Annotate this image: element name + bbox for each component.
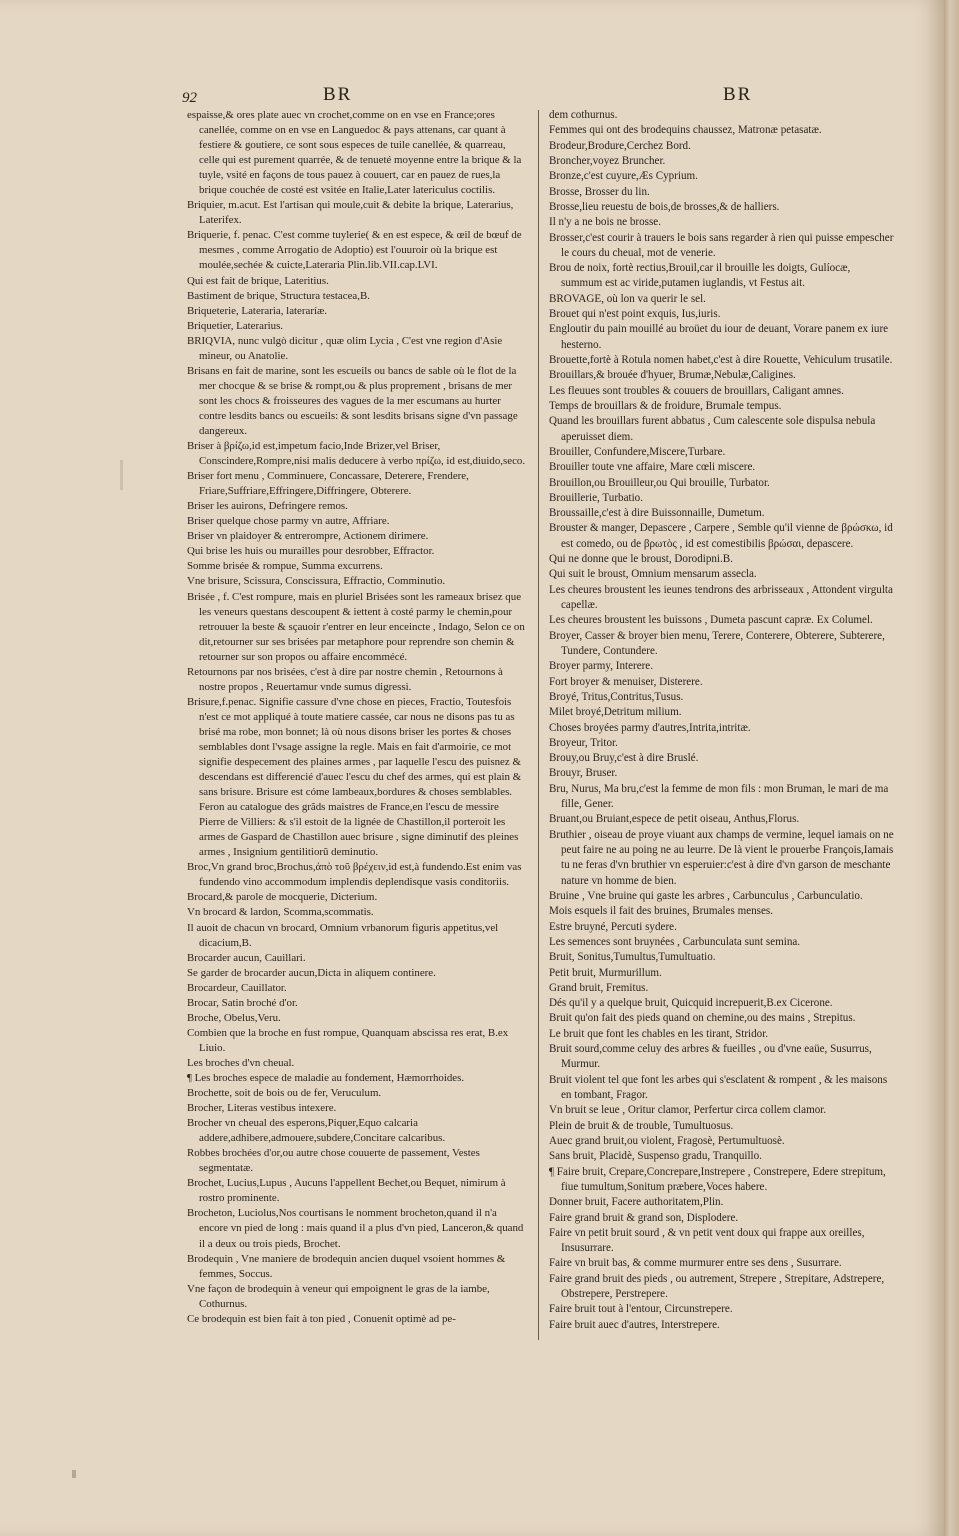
dictionary-entry: Brochette, soit de bois ou de fer, Veruculum. [187, 1087, 382, 1100]
page-edge [944, 0, 959, 1536]
column-divider [538, 110, 539, 1340]
dictionary-entry: Quand les brouillars furent abbatus , Cum calescente sole dispulsa nebula aperuisset diem. [549, 415, 876, 443]
dictionary-entry: Les cheures broustent les buissons , Dumeta pascunt capræ. Ex Columel. [549, 614, 873, 627]
dictionary-entry: BRIQVIA, nunc vulgò dicitur , quæ olim Lycia , C'est vne region d'Asie mineur, ou Anatolie. [187, 334, 503, 362]
dictionary-entry: Broyé, Tritus,Contritus,Tusus. [549, 690, 684, 703]
dictionary-entry: Briquier, m.acut. Est l'artisan qui moule,cuit & debite la brique, Laterarius, Laterifex. [187, 199, 514, 227]
left-column [187, 108, 527, 1338]
dictionary-entry: Engloutir du pain mouillé au broüet du iour de deuant, Vorare panem ex iure hesterno. [549, 323, 889, 351]
dictionary-entry: Broncher,voyez Bruncher. [549, 154, 666, 167]
dictionary-entry: Qui ne donne que le broust, Dorodipni.B. [549, 553, 733, 566]
dictionary-entry: Plein de bruit & de trouble, Tumultuosus. [549, 1119, 734, 1132]
dictionary-entry: dem cothurnus. [549, 109, 618, 121]
right-column [549, 108, 894, 1338]
dictionary-entry: Broyeur, Tritor. [549, 736, 618, 749]
dictionary-entry: Les fleuues sont troubles & couuers de brouillars, Caligant amnes. [549, 384, 844, 397]
dictionary-entry: Bruit qu'on fait des pieds quand on chemine,ou des mains , Strepitus. [549, 1012, 856, 1025]
dictionary-entry: Brouillars,& brouée d'hyuer, Brumæ,Nebulæ,Caligines. [549, 369, 796, 382]
dictionary-entry: Brouiller toute vne affaire, Mare cœli miscere. [549, 461, 756, 474]
dictionary-entry: Briser quelque chose parmy vn autre, Affriare. [187, 515, 390, 528]
dictionary-entry: Bruit, Sonitus,Tumultus,Tumultuatio. [549, 951, 716, 964]
dictionary-entry: Faire bruit tout à l'entour, Circunstrepere. [549, 1303, 733, 1316]
dictionary-entry: Brocard,& parole de mocquerie, Dicterium. [187, 891, 378, 904]
paper-mark [72, 1470, 76, 1478]
dictionary-entry: Estre bruyné, Percuti sydere. [549, 920, 677, 933]
page-number: 92 [182, 90, 197, 106]
dictionary-entry: Brosse, Brosser du lin. [549, 185, 650, 198]
dictionary-entry: Fort broyer & menuiser, Disterere. [549, 675, 703, 688]
dictionary-entry: Brocher vn cheual des esperons,Piquer,Equo calcaria addere,adhibere,admouere,subdere,Concitare calcaribus. [187, 1117, 446, 1145]
dictionary-entry: Brouette,fortè à Rotula nomen habet,c'est à dire Rouette, Vehiculum trusatile. [549, 354, 893, 366]
dictionary-entry: Bruit sourd,comme celuy des arbres & fueilles , ou d'vne eaüe, Susurrus, Murmur. [549, 1043, 872, 1071]
dictionary-entry: Grand bruit, Fremitus. [549, 981, 649, 994]
dictionary-entry: Broc,Vn grand broc,Brochus,ἀπὸ τοῦ βρέχειν,id est,à fundendo.Est enim vas fundendo vino accommodum implendis deplendisque vasis conditoriis. [187, 861, 522, 889]
dictionary-entry: Briquetier, Laterarius. [187, 319, 284, 332]
dictionary-entry: Brocarder aucun, Cauillari. [187, 951, 306, 964]
dictionary-entry: Faire grand bruit & grand son, Displodere. [549, 1211, 739, 1224]
dictionary-entry: Faire bruit auec d'autres, Interstrepere. [549, 1318, 720, 1331]
dictionary-entry: Vn brocard & lardon, Scomma,scommatis. [187, 906, 374, 919]
dictionary-entry: Mois esquels il fait des bruines, Brumales menses. [549, 905, 773, 918]
dictionary-entry: Ce brodequin est bien fait à ton pied , Conuenit optimè ad pe- [187, 1312, 456, 1325]
dictionary-entry: Somme brisée & rompue, Summa excurrens. [187, 560, 383, 573]
dictionary-entry: Faire vn bruit bas, & comme murmurer entre ses dens , Susurrare. [549, 1257, 842, 1270]
dictionary-entry: Broussaille,c'est à dire Buissonnaille, Dumetum. [549, 507, 765, 520]
dictionary-entry: Brouy,ou Bruy,c'est à dire Bruslé. [549, 752, 699, 765]
dictionary-entry: Qui est fait de brique, Lateritius. [187, 274, 329, 287]
dictionary-entry: Brisans en fait de marine, sont les escueils ou bancs de sable où le flot de la mer chocque & se brise & rompt,ou & plus proprement , brisans de mer sont les chocs & froisseures des vagues de la mer escumans au hurter contre lesdits bancs ou escueils: & sont lesdits brisans signe d'vn passage dangereux. [187, 364, 518, 437]
dictionary-entry: Qui brise les huis ou murailles pour desrobber, Effractor. [187, 545, 435, 558]
dictionary-entry: Brocardeur, Cauillator. [187, 981, 287, 994]
dictionary-entry: ¶ Faire bruit, Crepare,Concrepare,Instrepere , Constrepere, Edere strepitum, fiue tumultum,Sonitum præbere,Voces habere. [549, 1165, 886, 1193]
dictionary-entry: Broyer, Casser & broyer bien menu, Terere, Conterere, Obterere, Subterere, Tundere, Contundere. [549, 629, 885, 657]
dictionary-entry: Dés qu'il y a quelque bruit, Quicquid increpuerit,B.ex Cicerone. [549, 997, 833, 1010]
dictionary-entry: Bruthier , oiseau de proye viuant aux champs de vermine, lequel iamais on ne peut faire ne au poing ne au leurre. De là vient le prouerbe François,Iamais tu ne feras d'vn bruthier vn esperuier:c'est à dire d'vn garson de meschante nature vn homme de bien. [549, 828, 894, 887]
dictionary-entry: Brisure,f.penac. Signifie cassure d'vne chose en pieces, Fractio, Toutesfois n'est ce mot appliqué à toute matiere cassée, car nous ne disons pas tu as brisé ma robe, mon bonnet; là où nous disons briser les portes & choses semblables dont l'vsage assigne la regle. Mais en fait d'armoirie, ce mot signifie despecement des plaines armes , par laquelle l'escu des puisnez & descendans est differencié d'auec l'escu du chef des armes, qui est plain & sans brisure. Brisure est cóme lambeaux,bordures & choses semblables. Feron au catalogue des grãds maistres de France,en l'escu de messire Pierre de Villiers: & s'il estoit de la lignée de Chastillon,il porteroit les armes de Gaspard de Chastillon auec brisure , signe diminutif des pleines armes , Insignium gentilitiorũ deminutio. [187, 695, 522, 859]
dictionary-entry: BROVAGE, où lon va querir le sel. [549, 292, 706, 305]
dictionary-entry: Brodeur,Brodure,Cerchez Bord. [549, 139, 691, 152]
dictionary-entry: Les broches d'vn cheual. [187, 1056, 295, 1069]
dictionary-entry: Femmes qui ont des brodequins chaussez, Matronæ petasatæ. [549, 124, 822, 137]
dictionary-entry: Bruit violent tel que font les arbes qui s'esclatent & rompent , & les maisons en tombant, Fragor. [549, 1073, 888, 1101]
dictionary-entry: Les cheures broustent les ieunes tendrons des arbrisseaux , Attondent virgulta capellæ. [549, 583, 893, 611]
dictionary-entry: Briqueterie, Lateraria, lateraríæ. [187, 304, 327, 317]
dictionary-entry: Vne brisure, Scissura, Conscissura, Effractio, Comminutio. [187, 575, 446, 588]
dictionary-entry: Broche, Obelus,Veru. [187, 1011, 281, 1024]
dictionary-entry: Combien que la broche en fust rompue, Quanquam abscissa res erat, B.ex Liuio. [187, 1026, 509, 1054]
dictionary-entry: Brosser,c'est courir à trauers le bois sans regarder à rien qui puisse empescher le cours du cheual, mot de venerie. [549, 231, 894, 259]
dictionary-entry: Brou de noix, fortè rectius,Brouil,car il brouille les doigts, Gulíocæ, summum est ac viride,putamen iuglandis, vt Festus ait. [549, 262, 851, 290]
dictionary-entry: espaisse,& ores plate auec vn crochet,comme on en vse en France;ores canellée, comme on en vse en Languedoc & pays attenans, car quant à festiere & goutiere, ce sont sous especes de tuile canellée, & quarreau, celle qui est purement quarrée, & de tenueté moyenne entre la brique & la tuyle, vsité en façons de tous pauez à couuert, car en pauez de rues,la brique couchée de costé est vsitée en Italie,Later latericulus coctilis. [187, 109, 522, 197]
dictionary-entry: Qui suit le broust, Omnium mensarum assecla. [549, 568, 757, 581]
dictionary-entry: Vn bruit se leue , Oritur clamor, Perfertur circa collem clamor. [549, 1104, 827, 1117]
dictionary-entry: Les semences sont bruynées , Carbunculata sunt semina. [549, 935, 801, 948]
dictionary-entry: Petit bruit, Murmurillum. [549, 966, 662, 979]
dictionary-entry: Briser les auirons, Defringere remos. [187, 500, 348, 513]
dictionary-entry: Brosse,lieu reuestu de bois,de brosses,& de halliers. [549, 200, 780, 213]
dictionary-entry: Brouillon,ou Brouilleur,ou Qui brouille, Turbator. [549, 476, 770, 489]
dictionary-entry: Briquerie, f. penac. C'est comme tuylerie( & en est espece, & œil de bœuf de mesmes , comme Arrogatio de Adoptio) est l'ouuroir où la brique est moulée,sechée & cuicte,Lateraria Plin.lib.VII.cap.LVI. [187, 229, 522, 272]
dictionary-entry: Brocheton, Luciolus,Nos courtisans le nomment brocheton,quand il n'a encore vn pied de long : mais quand il a plus d'vn pied, Lanceron,& quand il a deux ou trois pieds, Brochet. [187, 1207, 524, 1250]
dictionary-entry: Brisée , f. C'est rompure, mais en pluriel Brisées sont les rameaux brisez que les veneurs questans descoupent & iettent à costé parmy le chemin,pour retrouuer la beste & sçauoir r'entrer en leur enceincte , Indago, Selon ce on dit,retourner sur ses brisées par metaphore pour reprendre son chemin & retourner sur son propos ou affaire encommécé. [187, 590, 525, 663]
dictionary-entry: Sans bruit, Placidè, Suspenso gradu, Tranquillo. [549, 1150, 762, 1163]
dictionary-entry: Bronze,c'est cuyure,Æs Cyprium. [549, 170, 698, 183]
dictionary-entry: Bruant,ou Bruiant,espece de petit oiseau, Anthus,Florus. [549, 813, 800, 826]
dictionary-entry: Bru, Nurus, Ma bru,c'est la femme de mon fils : mon Bruman, le mari de ma fille, Gener. [549, 782, 889, 811]
dictionary-entry: Faire grand bruit des pieds , ou autrement, Strepere , Strepitare, Adstrepere, Obstrepere, Perstrepere. [549, 1272, 885, 1301]
dictionary-entry: Le bruit que font les chables en les tirant, Stridor. [549, 1027, 769, 1040]
dictionary-entry: Auec grand bruit,ou violent, Fragosè, Pertumultuosè. [549, 1134, 785, 1147]
dictionary-entry: Briser fort menu , Comminuere, Concassare, Deterere, Frendere, Friare,Suffriare,Effringere,Diffringere, Obterere. [187, 470, 469, 498]
dictionary-entry: Vne façon de brodequin à veneur qui empoignent le gras de la iambe, Cothurnus. [187, 1282, 490, 1310]
dictionary-entry: Il auoit de chacun vn brocard, Omnium vrbanorum figuris appetitus,vel dicacium,B. [187, 921, 499, 949]
left-running-title: BR [323, 84, 353, 105]
right-running-title: BR [723, 84, 753, 105]
dictionary-entry: Robbes brochées d'or,ou autre chose couuerte de passement, Vestes segmentatæ. [187, 1147, 480, 1175]
dictionary-entry: Temps de brouillars & de froidure, Brumale tempus. [549, 399, 782, 412]
dictionary-entry: Brodequin , Vne maniere de brodequin ancien duquel vsoient hommes & femmes, Soccus. [187, 1252, 506, 1280]
dictionary-entry: Briser à βρίζω,id est,impetum facio,Inde Brizer,vel Briser, Conscindere,Rompre,nisi malis deducere à verbo πρίζω, id est,diuido,seco. [187, 440, 526, 468]
dictionary-entry: Brochet, Lucius,Lupus , Aucuns l'appellent Bechet,ou Bequet, nimirum à rostro prominente. [187, 1177, 506, 1205]
dictionary-entry: Brouyr, Bruser. [549, 767, 618, 780]
dictionary-entry: Brocher, Literas vestibus intexere. [187, 1102, 337, 1115]
paper-stain [120, 460, 123, 490]
dictionary-entry: Se garder de brocarder aucun,Dicta in aliquem continere. [187, 966, 436, 979]
dictionary-entry: Brouster & manger, Depascere , Carpere , Semble qu'il vienne de βρώσκω, id est comedo, ou de βρωτὸς , id est comestibilis βρώσαι, depascere. [549, 522, 893, 550]
dictionary-entry: Brocar, Satin broché d'or. [187, 996, 298, 1009]
dictionary-entry: Brouillerie, Turbatio. [549, 491, 643, 504]
running-header [0, 84, 944, 110]
dictionary-entry: ¶ Les broches espece de maladie au fondement, Hæmorrhoides. [187, 1072, 465, 1084]
dictionary-entry: Bruine , Vne bruine qui gaste les arbres , Carbunculus , Carbunculatio. [549, 889, 863, 902]
dictionary-entry: Choses broyées parmy d'autres,Intrita,intritæ. [549, 721, 751, 734]
dictionary-entry: Il n'y a ne bois ne brosse. [549, 216, 661, 229]
dictionary-entry: Brouiller, Confundere,Miscere,Turbare. [549, 445, 726, 458]
dictionary-entry: Bastiment de brique, Structura testacea,B. [187, 289, 370, 302]
dictionary-entry: Broyer parmy, Interere. [549, 660, 654, 673]
dictionary-entry: Faire vn petit bruit sourd , & vn petit vent doux qui frappe aux oreilles, Insusurrare. [549, 1226, 865, 1255]
dictionary-entry: Milet broyé,Detritum milium. [549, 706, 682, 719]
dictionary-entry: Brouet qui n'est point exquis, Ius,iuris. [549, 308, 721, 321]
dictionary-entry: Donner bruit, Facere authoritatem,Plin. [549, 1196, 724, 1209]
dictionary-entry: Retournons par nos brisées, c'est à dire par nostre chemin , Retournons à nostre propos , Reuertamur vnde sumus digressi. [187, 665, 503, 693]
dictionary-entry: Briser vn plaidoyer & entrerompre, Actionem dirimere. [187, 530, 429, 543]
